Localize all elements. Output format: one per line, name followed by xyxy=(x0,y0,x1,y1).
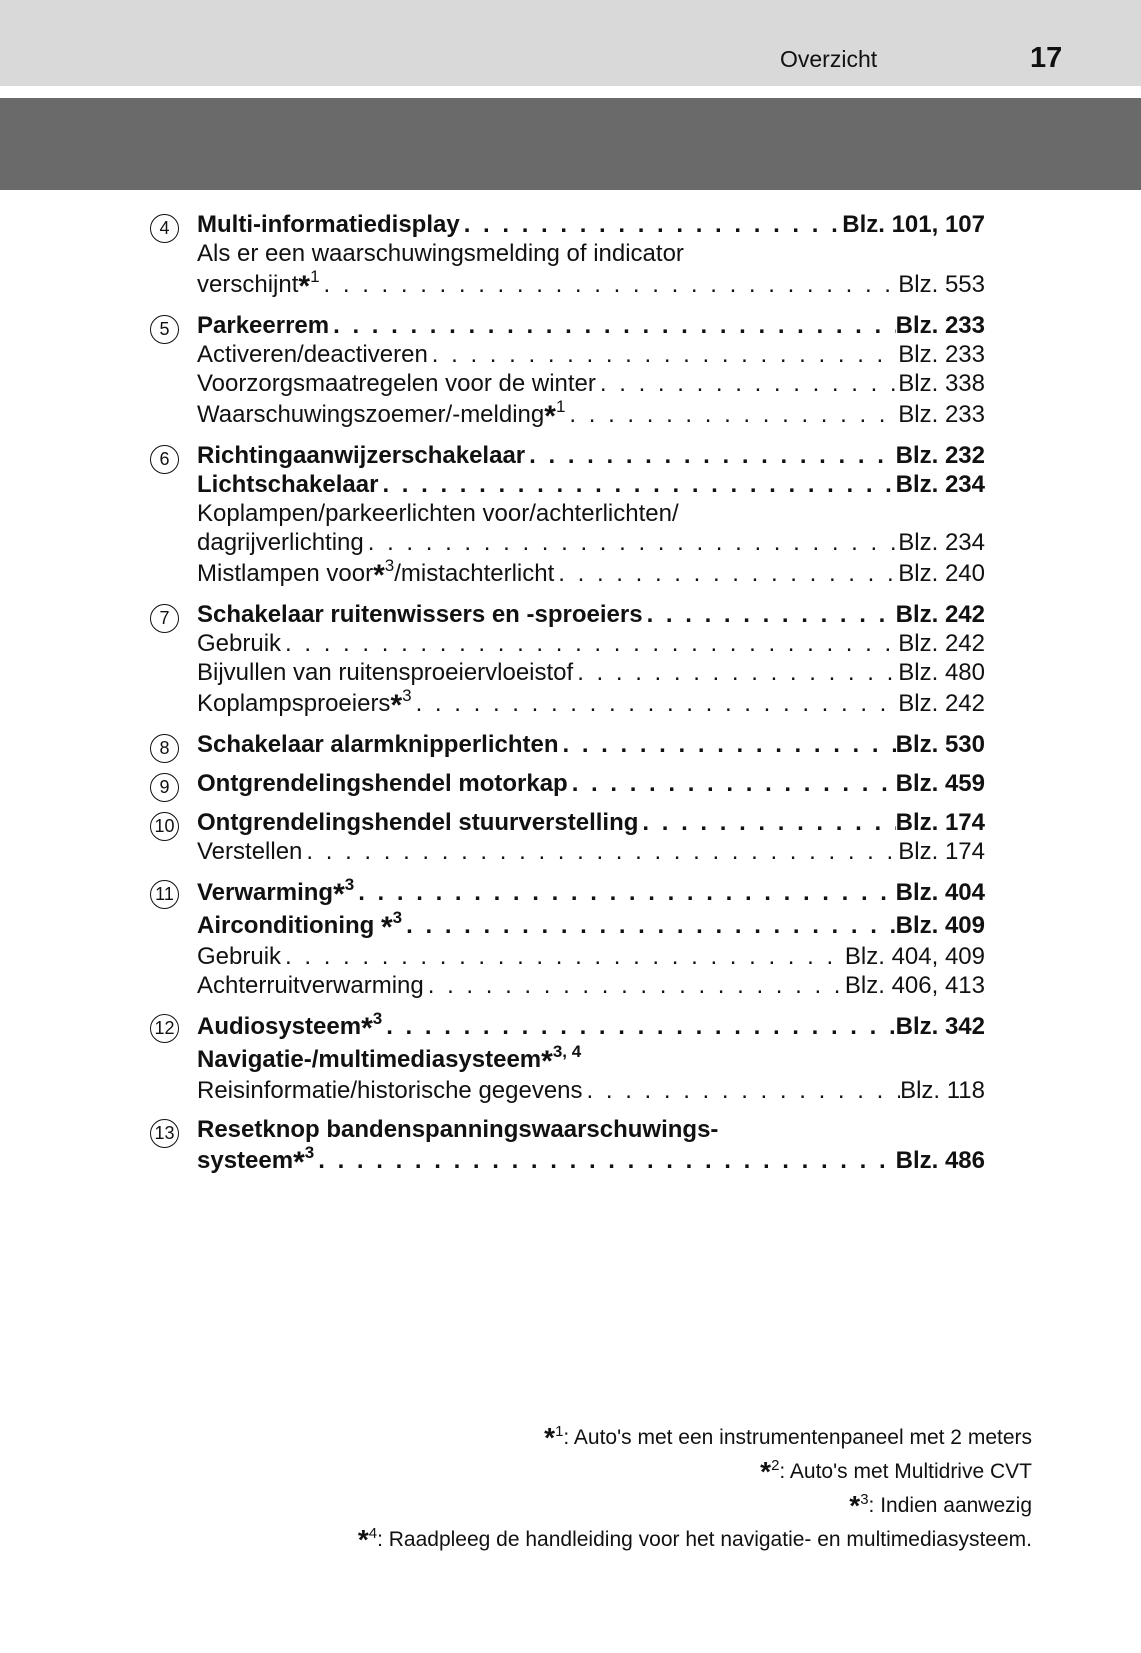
row-label xyxy=(197,340,428,369)
row-label xyxy=(197,240,684,267)
index-row[interactable] xyxy=(197,909,985,942)
asterisk-icon: * xyxy=(544,1422,556,1453)
dot-leader xyxy=(329,311,896,340)
dot-leader xyxy=(281,942,845,971)
label-text: systeem xyxy=(197,1147,294,1174)
index-entry xyxy=(150,769,985,798)
page-reference-link[interactable]: Blz. 233 xyxy=(898,401,985,428)
callout-number: 11 xyxy=(150,880,179,909)
index-row[interactable] xyxy=(197,557,985,590)
row-label xyxy=(197,210,460,239)
asterisk-icon: * xyxy=(760,1456,772,1487)
footnote-ref: 1 xyxy=(310,267,320,286)
page-reference-link[interactable]: Blz. 118 xyxy=(900,1077,985,1104)
label-text: Ontgrendelingshendel stuurverstelling xyxy=(197,809,639,836)
label-text: Bijvullen van ruitensproeiervloeistof xyxy=(197,659,574,686)
row-label xyxy=(197,311,329,340)
index-row[interactable] xyxy=(197,268,985,301)
label-text-after: /mistachterlicht xyxy=(394,560,555,587)
row-label xyxy=(197,942,281,971)
asterisk-icon: * xyxy=(849,1490,861,1521)
footnote-ref: 3 xyxy=(304,1143,315,1162)
asterisk-icon: * xyxy=(361,1012,373,1045)
label-text: Verstellen xyxy=(197,838,303,865)
index-row[interactable] xyxy=(197,311,985,340)
footnote-number: 1 xyxy=(555,1423,564,1440)
index-row[interactable] xyxy=(197,470,985,499)
asterisk-icon: * xyxy=(333,878,345,911)
label-text: Parkeerrem xyxy=(197,312,330,339)
index-entry xyxy=(150,311,985,431)
label-text: Navigatie-/multimediasysteem xyxy=(197,1046,542,1073)
row-label xyxy=(197,1144,314,1177)
dot-leader xyxy=(302,837,898,866)
label-text: Gebruik xyxy=(197,943,282,970)
index-row[interactable] xyxy=(197,369,985,398)
footnote-line xyxy=(200,1488,1032,1522)
asterisk-icon: * xyxy=(298,270,311,303)
index-entry xyxy=(150,730,985,759)
index-entry xyxy=(150,1010,985,1105)
dot-leader xyxy=(382,1012,895,1041)
index-row[interactable] xyxy=(197,808,985,837)
index-entry xyxy=(150,1115,985,1177)
index-row[interactable] xyxy=(197,600,985,629)
dot-leader xyxy=(378,470,895,499)
index-row[interactable] xyxy=(197,687,985,720)
dot-leader xyxy=(573,658,898,687)
callout-number: 4 xyxy=(150,214,179,243)
callout-number: 12 xyxy=(150,1014,179,1043)
callout-number: 10 xyxy=(150,812,179,841)
label-text: verschijnt xyxy=(197,271,299,298)
asterisk-icon: * xyxy=(541,1045,553,1078)
index-row xyxy=(197,1115,985,1144)
page-reference-link[interactable]: Blz. 553 xyxy=(898,271,985,298)
label-text: Multi-informatiedisplay xyxy=(197,211,460,238)
index-row[interactable] xyxy=(197,1144,985,1177)
dot-leader xyxy=(424,971,845,1000)
title-bar xyxy=(0,98,1141,190)
row-label xyxy=(197,837,302,866)
footnote-number: 4 xyxy=(368,1525,378,1542)
row-label xyxy=(197,909,402,942)
page-reference-link[interactable]: Blz. 404, 409 xyxy=(844,943,985,970)
footnote-line xyxy=(200,1420,1032,1454)
footnote-ref: 3 xyxy=(402,686,412,705)
index-row[interactable] xyxy=(197,658,985,687)
label-text: Verwarming xyxy=(197,879,334,906)
row-label xyxy=(197,441,525,470)
page-reference-link[interactable]: Blz. 530 xyxy=(895,731,985,758)
row-label xyxy=(197,500,679,527)
footnote-ref: 3 xyxy=(392,908,403,927)
footnote-text: : Auto's met Multidrive CVT xyxy=(779,1460,1032,1483)
index-entry xyxy=(150,441,985,590)
row-label xyxy=(197,1116,718,1143)
dot-leader xyxy=(402,911,895,940)
footnote-text: : Indien aanwezig xyxy=(868,1494,1032,1517)
label-text: Lichtschakelaar xyxy=(197,471,379,498)
dot-leader xyxy=(559,730,896,759)
asterisk-icon: * xyxy=(357,1524,369,1555)
footnote-line xyxy=(200,1454,1032,1488)
index-row[interactable] xyxy=(197,876,985,909)
footnote-ref: 3 xyxy=(384,556,395,575)
page-reference-link[interactable]: Blz. 404 xyxy=(895,879,985,906)
index-list xyxy=(150,210,985,1187)
page-number: 17 xyxy=(1030,42,1063,74)
section-title: Overzicht xyxy=(780,46,878,72)
label-text: Achterruitverwarming xyxy=(197,972,424,999)
dot-leader xyxy=(568,769,896,798)
index-row xyxy=(197,499,985,528)
dot-leader xyxy=(643,600,896,629)
page-reference-link[interactable]: Blz. 480 xyxy=(898,659,985,686)
page-reference-link[interactable]: Blz. 234 xyxy=(898,529,985,556)
page-reference-link[interactable]: Blz. 486 xyxy=(895,1147,985,1174)
index-entry xyxy=(150,600,985,720)
asterisk-icon: * xyxy=(544,400,556,433)
index-entry xyxy=(150,876,985,1000)
row-label xyxy=(197,398,565,431)
row-label xyxy=(197,629,281,658)
dot-leader xyxy=(428,340,898,369)
page-reference-link[interactable]: Blz. 233 xyxy=(895,312,985,339)
index-row[interactable] xyxy=(197,837,985,866)
dot-leader xyxy=(525,441,895,470)
dot-leader xyxy=(583,1076,901,1105)
footnote-ref: 3 xyxy=(372,1009,383,1028)
label-text: Schakelaar ruitenwissers en -sproeiers xyxy=(197,601,643,628)
index-entry xyxy=(150,808,985,866)
label-text: Reisinformatie/historische gegevens xyxy=(197,1077,583,1104)
page-reference-link[interactable]: Blz. 232 xyxy=(895,442,985,469)
row-label xyxy=(197,528,364,557)
index-entry xyxy=(150,210,985,301)
label-text: Koplampen/parkeerlichten voor/achterlichten/ xyxy=(197,500,679,527)
label-text: Waarschuwingszoemer/-melding xyxy=(197,401,545,428)
label-text: Airconditioning xyxy=(197,912,381,939)
page-reference-link[interactable]: Blz. 338 xyxy=(898,370,985,397)
index-row[interactable] xyxy=(197,398,985,431)
row-label xyxy=(197,1076,583,1105)
page-reference-link[interactable]: Blz. 242 xyxy=(898,690,985,717)
page-reference-link[interactable]: Blz. 242 xyxy=(898,630,985,657)
footnotes xyxy=(200,1420,1032,1556)
row-label xyxy=(197,1010,382,1043)
footnote-line xyxy=(200,1522,1032,1556)
row-label xyxy=(197,687,412,720)
dot-leader xyxy=(460,210,843,239)
index-row[interactable] xyxy=(197,528,985,557)
asterisk-icon: * xyxy=(390,689,403,722)
row-label xyxy=(197,971,424,1000)
page-reference-link[interactable]: Blz. 409 xyxy=(895,912,985,939)
index-row[interactable] xyxy=(197,629,985,658)
index-row[interactable] xyxy=(197,210,985,239)
callout-number: 7 xyxy=(150,604,179,633)
label-text: Koplampsproeiers xyxy=(197,690,391,717)
page-reference-link[interactable]: Blz. 459 xyxy=(895,770,985,797)
row-label xyxy=(197,730,559,759)
label-text: dagrijverlichting xyxy=(197,529,364,556)
header-band xyxy=(0,0,1141,86)
page-reference-link[interactable]: Blz. 342 xyxy=(895,1013,985,1040)
index-row[interactable] xyxy=(197,340,985,369)
dot-leader xyxy=(412,689,899,718)
row-label xyxy=(197,876,354,909)
callout-number: 5 xyxy=(150,315,179,344)
label-text: Ontgrendelingshendel motorkap xyxy=(197,770,568,797)
label-text: Als er een waarschuwingsmelding of indicator xyxy=(197,240,684,267)
callout-number: 6 xyxy=(150,445,179,474)
page-reference-link[interactable]: Blz. 174 xyxy=(898,838,985,865)
dot-leader xyxy=(281,629,898,658)
label-text: Mistlampen voor xyxy=(197,560,374,587)
label-text: Schakelaar alarmknipperlichten xyxy=(197,731,559,758)
dot-leader xyxy=(565,400,898,429)
page-reference-link[interactable]: Blz. 240 xyxy=(898,560,985,587)
footnote-text: : Auto's met een instrumentenpaneel met 2 meters xyxy=(563,1426,1032,1449)
dot-leader xyxy=(638,808,895,837)
footnote-text: : Raadpleeg de handleiding voor het navigatie- en multimediasysteem. xyxy=(377,1528,1032,1551)
row-label xyxy=(197,658,573,687)
footnote-ref: 3, 4 xyxy=(552,1042,582,1061)
dot-leader xyxy=(364,528,899,557)
index-row[interactable] xyxy=(197,1010,985,1043)
dot-leader xyxy=(314,1146,895,1175)
page-reference-link[interactable]: Blz. 174 xyxy=(895,809,985,836)
callout-number: 9 xyxy=(150,773,179,802)
label-text: Resetknop bandenspanningswaarschuwings- xyxy=(197,1116,719,1143)
index-row[interactable] xyxy=(197,1076,985,1105)
page-reference-link[interactable]: Blz. 101, 107 xyxy=(842,211,985,238)
row-label xyxy=(197,369,596,398)
row-label xyxy=(197,769,568,798)
callout-number: 8 xyxy=(150,734,179,763)
dot-leader xyxy=(354,878,895,907)
page-reference-link[interactable]: Blz. 234 xyxy=(895,471,985,498)
row-label xyxy=(197,470,378,499)
label-text: Gebruik xyxy=(197,630,282,657)
dot-leader xyxy=(320,270,899,299)
header-divider xyxy=(0,86,1141,89)
label-text: Audiosysteem xyxy=(197,1013,362,1040)
index-row xyxy=(197,239,985,268)
footnote-number: 3 xyxy=(860,1491,869,1508)
index-row[interactable] xyxy=(197,971,985,1000)
asterisk-icon: * xyxy=(293,1146,305,1179)
label-text: Voorzorgsmaatregelen voor de winter xyxy=(197,370,596,397)
asterisk-icon: * xyxy=(380,911,393,944)
footnote-ref: 1 xyxy=(555,397,566,416)
dot-leader xyxy=(596,369,898,398)
row-label xyxy=(197,808,638,837)
page-reference-link[interactable]: Blz. 233 xyxy=(898,341,985,368)
index-row[interactable] xyxy=(197,769,985,798)
label-text: Richtingaanwijzerschakelaar xyxy=(197,442,526,469)
footnote-number: 2 xyxy=(771,1457,780,1474)
dot-leader xyxy=(554,559,898,588)
page-reference-link[interactable]: Blz. 406, 413 xyxy=(844,972,985,999)
asterisk-icon: * xyxy=(373,559,385,592)
index-row[interactable] xyxy=(197,730,985,759)
page-reference-link[interactable]: Blz. 242 xyxy=(895,601,985,628)
row-label xyxy=(197,600,643,629)
callout-number: 13 xyxy=(150,1119,179,1148)
index-row[interactable] xyxy=(197,441,985,470)
footnote-ref: 3 xyxy=(344,875,355,894)
index-row[interactable] xyxy=(197,942,985,971)
row-label xyxy=(197,1042,582,1078)
index-row xyxy=(197,1043,985,1076)
label-text: Activeren/deactiveren xyxy=(197,341,428,368)
row-label xyxy=(197,557,554,590)
row-label xyxy=(197,268,320,301)
